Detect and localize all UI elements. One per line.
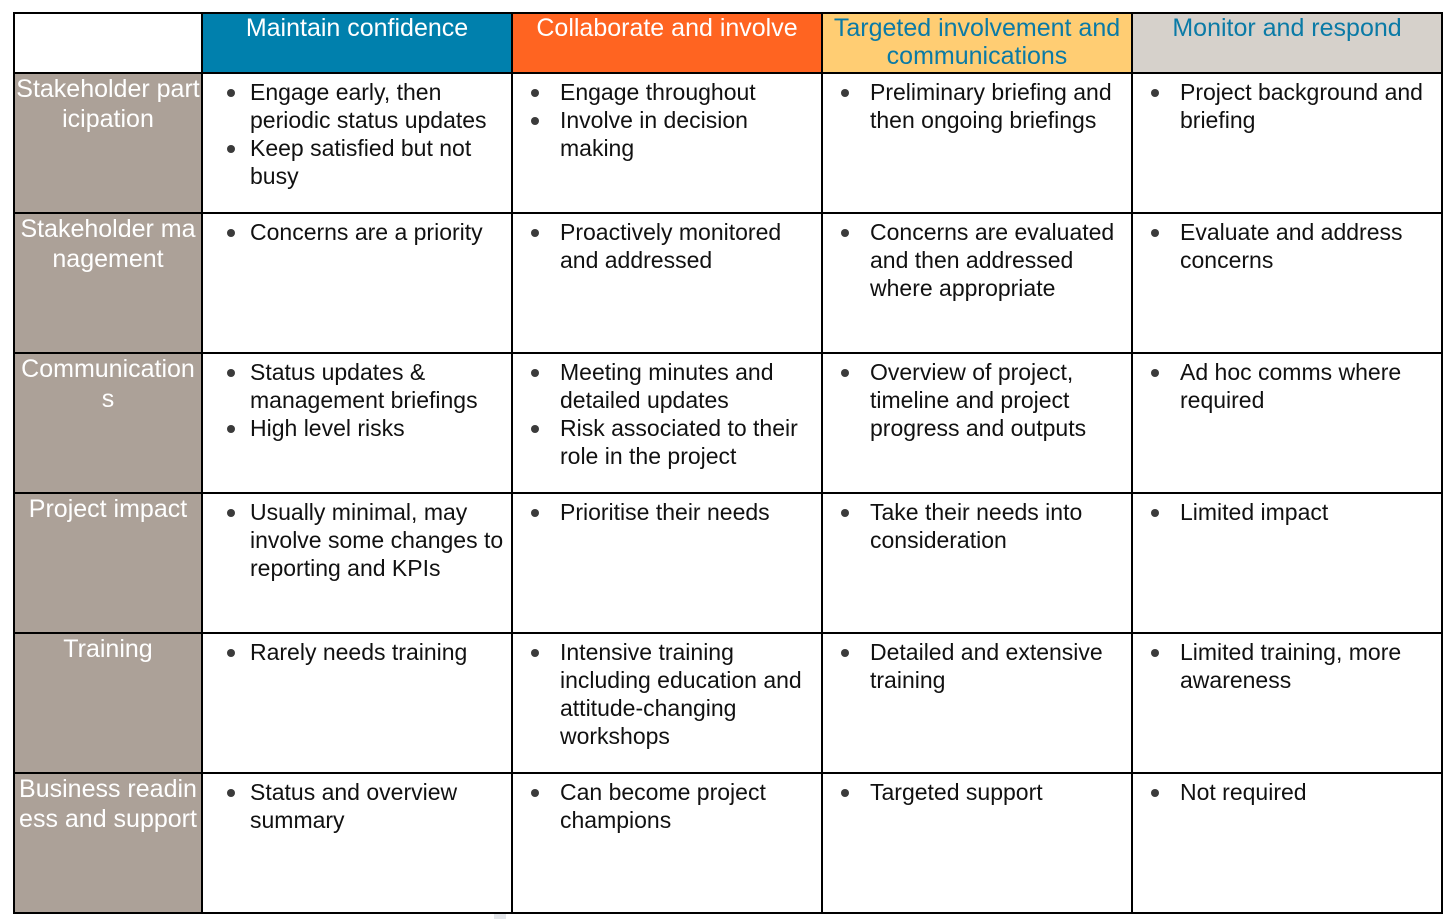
table-cell [1132,353,1442,493]
column-header-monitor-and-respond: Monitor and respond [1132,13,1442,73]
bullet-icon [531,789,539,797]
table-cell [1132,493,1442,633]
stakeholder-engagement-matrix [13,12,1443,914]
bullet-text: Rarely needs training [250,639,468,665]
table-cell [512,213,822,353]
bullet-item [1133,218,1437,274]
table-cell [512,353,822,493]
bullet-list [1133,354,1441,414]
bullet-item [513,638,817,750]
bullet-list [203,494,511,582]
bullet-list [1133,774,1441,806]
bullet-item [203,414,507,442]
bullet-list [823,494,1131,554]
bullet-text: Meeting minutes and detailed updates [560,359,774,413]
bullet-icon [841,649,849,657]
bullet-text: Targeted support [870,779,1043,805]
bullet-item [513,218,817,274]
bullet-text: Limited training, more awareness [1180,639,1402,693]
bullet-icon [531,117,539,125]
bullet-item [823,358,1127,442]
table-cell [512,493,822,633]
bullet-text: Ad hoc comms where required [1180,359,1402,413]
bullet-item [513,778,817,834]
row-header-stakeholder-participation: Stakeholder participation [14,73,202,213]
bullet-list [513,494,821,526]
bullet-text: Detailed and extensive training [870,639,1103,693]
bullet-icon [531,649,539,657]
bullet-icon [841,789,849,797]
column-header-targeted-involvement: Targeted involvement and communications [822,13,1132,73]
bullet-list [513,634,821,750]
bullet-icon [841,229,849,237]
bullet-text: Limited impact [1180,499,1329,525]
bullet-text: High level risks [250,415,405,441]
bullet-item [203,498,507,582]
bullet-item [1133,358,1437,414]
bullet-list [1133,74,1441,134]
table-cell [822,493,1132,633]
bullet-item [823,778,1127,806]
table-cell [512,633,822,773]
bullet-icon [227,89,235,97]
bullet-list [823,214,1131,302]
bullet-icon [227,425,235,433]
bullet-list [1133,494,1441,526]
table-cell [512,73,822,213]
bullet-text: Usually minimal, may involve some changes to reporting and KPIs [250,499,504,581]
row-header-communications: Communications [14,353,202,493]
bullet-icon [227,789,235,797]
bullet-icon [1151,789,1159,797]
row-header-stakeholder-management: Stakeholder management [14,213,202,353]
bullet-icon [841,369,849,377]
bullet-item [823,638,1127,694]
bullet-icon [1151,509,1159,517]
table-cell [822,73,1132,213]
table-row-business-readiness-and-support [14,773,1442,913]
table-cell [822,353,1132,493]
table-cell [202,773,512,913]
bullet-text: Status and overview summary [250,779,458,833]
bullet-list [1133,634,1441,694]
bullet-text: Involve in decision making [560,107,748,161]
bullet-icon [227,369,235,377]
bullet-text: Intensive training including education and attitude-changing workshops [560,639,802,749]
table-cell [202,213,512,353]
column-header-collaborate-and-involve: Collaborate and involve [512,13,822,73]
bullet-text: Not required [1180,779,1307,805]
bullet-item [1133,498,1437,526]
bullet-list [513,74,821,162]
table-cell [1132,213,1442,353]
bullet-text: Proactively monitored and addressed [560,219,782,273]
table-cell [1132,73,1442,213]
bullet-item [513,78,817,106]
bullet-text: Concerns are evaluated and then addressed where appropriate [870,219,1115,301]
bullet-item [823,218,1127,302]
bullet-list [203,354,511,442]
bullet-item [203,134,507,190]
bullet-item [513,414,817,470]
bullet-item [823,78,1127,134]
table-cell [202,493,512,633]
bullet-item [1133,638,1437,694]
bullet-list [1133,214,1441,274]
bullet-list [203,214,511,246]
page-marker [494,914,506,919]
bullet-text: Risk associated to their role in the project [560,415,798,469]
header-row [14,13,1442,73]
bullet-list [513,354,821,470]
table-cell [822,773,1132,913]
table-cell [1132,773,1442,913]
table-cell [822,213,1132,353]
bullet-text: Engage throughout [560,79,756,105]
bullet-icon [531,229,539,237]
bullet-item [513,498,817,526]
bullet-icon [227,145,235,153]
bullet-list [203,634,511,666]
row-header-business-readiness-and-support: Business readiness and support [14,773,202,913]
table-cell [202,73,512,213]
corner-cell [14,13,202,73]
bullet-icon [1151,649,1159,657]
table-cell [202,353,512,493]
bullet-text: Project background and briefing [1180,79,1423,133]
bullet-icon [1151,229,1159,237]
bullet-icon [841,509,849,517]
bullet-icon [1151,89,1159,97]
bullet-icon [531,369,539,377]
bullet-list [513,774,821,834]
bullet-icon [531,89,539,97]
bullet-list [203,774,511,834]
table-row-stakeholder-management [14,213,1442,353]
bullet-list [513,214,821,274]
bullet-text: Prioritise their needs [560,499,770,525]
bullet-text: Concerns are a priority [250,219,483,245]
table-cell [1132,633,1442,773]
bullet-text: Status updates & management briefings [250,359,478,413]
table-cell [822,633,1132,773]
bullet-list [823,634,1131,694]
bullet-icon [1151,369,1159,377]
table-row-communications [14,353,1442,493]
bullet-icon [531,509,539,517]
bullet-text: Evaluate and address concerns [1180,219,1403,273]
bullet-item [1133,778,1437,806]
bullet-text: Overview of project, timeline and project progress and outputs [870,359,1087,441]
table-cell [202,633,512,773]
bullet-item [203,218,507,246]
table-row-stakeholder-participation [14,73,1442,213]
bullet-list [823,354,1131,442]
bullet-text: Keep satisfied but not busy [250,135,472,189]
bullet-item [203,358,507,414]
bullet-item [823,498,1127,554]
column-header-maintain-confidence: Maintain confidence [202,13,512,73]
bullet-list [823,74,1131,134]
table-row-project-impact [14,493,1442,633]
bullet-item [513,358,817,414]
bullet-item [203,778,507,834]
bullet-text: Preliminary briefing and then ongoing briefings [870,79,1112,133]
bullet-list [203,74,511,190]
bullet-item [203,78,507,134]
bullet-icon [841,89,849,97]
bullet-item [513,106,817,162]
row-header-project-impact: Project impact [14,493,202,633]
bullet-list [823,774,1131,806]
row-header-training: Training [14,633,202,773]
bullet-text: Engage early, then periodic status updates [250,79,487,133]
table-cell [512,773,822,913]
bullet-text: Can become project champions [560,779,766,833]
bullet-icon [227,509,235,517]
bullet-text: Take their needs into consideration [870,499,1083,553]
bullet-icon [227,229,235,237]
bullet-item [1133,78,1437,134]
bullet-item [203,638,507,666]
bullet-icon [531,425,539,433]
bullet-icon [227,649,235,657]
table-row-training [14,633,1442,773]
